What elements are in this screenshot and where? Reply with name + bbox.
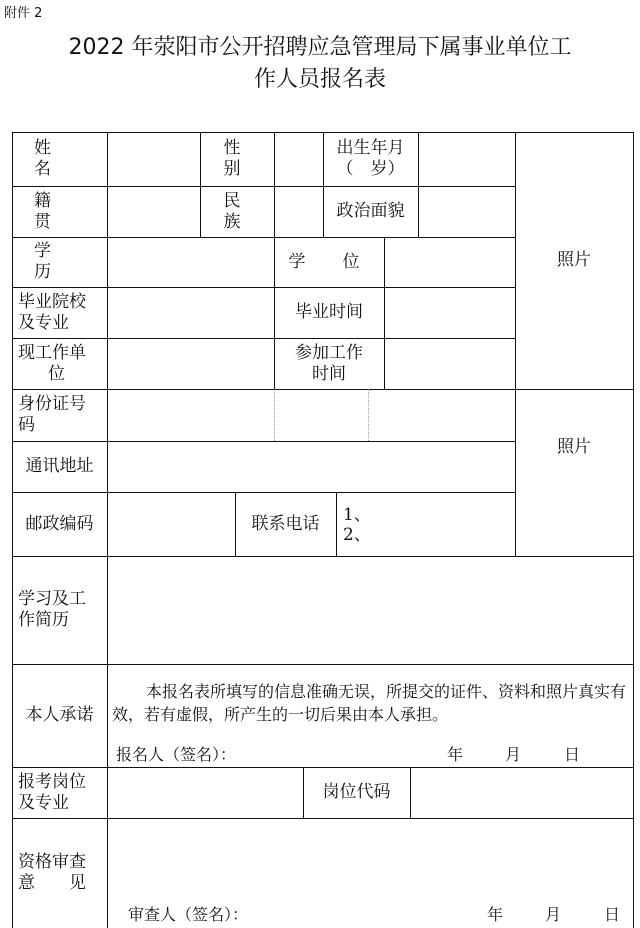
photo-lower-blank [516, 505, 633, 556]
work-start-label-line2: 时间 [312, 363, 346, 384]
applicant-signature-field[interactable] [262, 742, 382, 764]
birth-label [323, 132, 418, 186]
birth-field[interactable] [419, 133, 515, 186]
pledge-label: 本人承诺 [25, 705, 94, 725]
resume-field[interactable] [108, 557, 633, 664]
ethnicity-field[interactable] [275, 187, 323, 237]
review-date-month: 月 [545, 905, 562, 924]
photo-box-2[interactable]: 照片 [557, 436, 591, 457]
form-title-line2: 作人员报名表 [253, 67, 386, 92]
name-label: 姓 名 [34, 138, 152, 179]
resume-label [12, 556, 107, 664]
school-label-line1: 毕业院校 [18, 291, 86, 312]
address-field[interactable] [108, 442, 515, 492]
applicant-date-month: 月 [505, 745, 522, 764]
annex-label: 附件 2 [4, 6, 43, 21]
form-title-line1: 2022 年荥阳市公开招聘应急管理局下属事业单位工 [68, 35, 572, 60]
review-date-day: 日 [604, 905, 621, 924]
review-label [12, 818, 107, 928]
review-opinion-field[interactable] [108, 819, 633, 899]
review-label-line1: 资格审查 [18, 852, 86, 872]
position-code-field[interactable] [411, 768, 633, 818]
work-start-label [274, 338, 384, 389]
applicant-date-year: 年 [447, 745, 464, 764]
phone-line-2: 2、 [343, 524, 371, 545]
applicant-signature-label: 报名人（签名）： [116, 745, 237, 764]
graduation-time-label: 毕业时间 [295, 302, 363, 322]
photo-box-1[interactable]: 照片 [557, 250, 591, 270]
work-unit-field[interactable] [108, 339, 274, 389]
gender-label: 性 别 [223, 138, 278, 179]
degree-field[interactable] [385, 238, 515, 287]
name-field[interactable] [108, 133, 200, 186]
education-field[interactable] [108, 238, 274, 287]
native-place-field[interactable] [108, 187, 200, 237]
id-number-field[interactable] [108, 390, 515, 441]
phone-line-1: 1、 [343, 504, 371, 525]
pledge-text: 本报名表所填写的信息准确无误，所提交的证件、资料和照片真实有效，若有虚假，所产生的一切后果由本人承担。 [112, 682, 627, 724]
resume-label-line1: 学习及工 [18, 589, 86, 609]
work-unit-label-line1: 现工作单 [18, 342, 86, 363]
birth-label-line1: 出生年月 [336, 138, 405, 158]
phone-label: 联系电话 [251, 513, 320, 534]
review-label-line2: 意 见 [18, 873, 86, 893]
position-label [12, 767, 107, 818]
postal-code-field[interactable] [108, 493, 235, 556]
reviewer-signature-label: 审查人（签名）： [128, 905, 249, 924]
reviewer-signature-field[interactable] [260, 902, 380, 924]
school-label [12, 287, 107, 338]
position-field[interactable] [108, 768, 303, 818]
address-label: 通讯地址 [25, 456, 94, 476]
position-label-line1: 报考岗位 [18, 771, 86, 792]
id-number-label-line1: 身份证号 [18, 394, 86, 414]
gender-field[interactable] [275, 133, 323, 186]
position-label-line2: 及专业 [18, 792, 69, 813]
postal-code-label: 邮政编码 [25, 513, 94, 534]
work-start-label-line1: 参加工作 [295, 342, 363, 363]
political-status-label: 政治面貌 [336, 201, 405, 221]
review-date-year: 年 [487, 905, 504, 924]
school-field[interactable] [108, 288, 274, 338]
birth-label-line2: （ 岁） [336, 159, 405, 179]
work-unit-label [12, 338, 107, 389]
work-unit-label-line2: 位 [48, 363, 65, 384]
position-code-label: 岗位代码 [322, 782, 391, 802]
resume-label-line2: 作简历 [18, 610, 69, 630]
id-number-label-line2: 码 [18, 415, 35, 435]
political-status-field[interactable] [419, 187, 515, 237]
school-label-line2: 及专业 [18, 312, 69, 333]
id-number-label [12, 389, 107, 441]
degree-label: 学 位 [288, 251, 370, 272]
ethnicity-label: 民 族 [223, 190, 278, 232]
work-start-field[interactable] [385, 339, 515, 389]
applicant-date-day: 日 [564, 745, 581, 764]
phone-field[interactable] [337, 493, 515, 556]
graduation-time-field[interactable] [385, 288, 515, 338]
native-place-label: 籍 贯 [34, 190, 152, 232]
education-label: 学 历 [34, 241, 152, 282]
